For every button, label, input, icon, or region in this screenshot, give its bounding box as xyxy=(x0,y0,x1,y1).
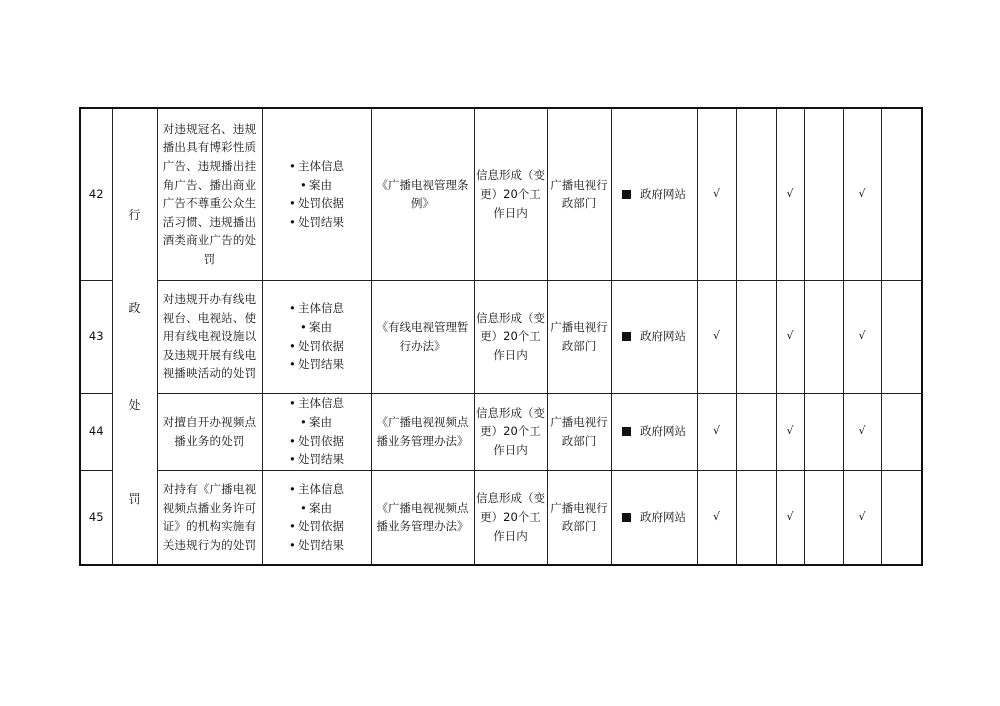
item-name: 对违规冠名、违规播出具有博彩性质广告、违规播出挂角广告、播出商业广告不尊重公众生活习惯、违规播出酒类商业广告的处罚 xyxy=(157,108,262,280)
list-item: • 处罚结果 xyxy=(289,355,344,374)
table-row xyxy=(80,280,922,393)
disclosure-table xyxy=(79,107,923,566)
channel-label: 政府网站 xyxy=(640,186,686,201)
channel-cell xyxy=(611,108,697,280)
list-item: • 处罚依据 xyxy=(289,194,344,213)
category-cell xyxy=(112,108,157,565)
table-row xyxy=(80,108,922,280)
item-name: 对持有《广播电视视频点播业务许可证》的机构实施有关违规行为的处罚 xyxy=(157,470,262,565)
department: 广播电视行政部门 xyxy=(547,393,611,470)
check-cell: √ xyxy=(776,470,804,565)
legal-basis: 《广播电视管理条例》 xyxy=(371,108,474,280)
check-cell: √ xyxy=(843,108,881,280)
check-cell: √ xyxy=(697,393,736,470)
row-number: 45 xyxy=(80,470,112,565)
check-cell: √ xyxy=(776,393,804,470)
check-cell: √ xyxy=(843,470,881,565)
black-square-icon xyxy=(622,427,631,436)
check-cell xyxy=(804,280,843,393)
list-item: • 案由 xyxy=(289,176,344,195)
row-number: 43 xyxy=(80,280,112,393)
info-list-cell xyxy=(262,280,371,393)
check-cell: √ xyxy=(697,470,736,565)
table-row xyxy=(80,470,922,565)
check-cell: √ xyxy=(843,393,881,470)
black-square-icon xyxy=(622,513,631,522)
check-cell xyxy=(804,108,843,280)
legal-basis: 《广播电视视频点播业务管理办法》 xyxy=(371,470,474,565)
legal-basis: 《有线电视管理暂行办法》 xyxy=(371,280,474,393)
bullet-icon: • xyxy=(300,500,307,515)
check-cell xyxy=(736,280,776,393)
category-char: 政 xyxy=(128,301,141,315)
list-item: • 处罚依据 xyxy=(289,337,344,356)
info-list xyxy=(289,299,344,373)
list-item: • 案由 xyxy=(289,413,344,432)
bullet-icon: • xyxy=(289,159,296,174)
department: 广播电视行政部门 xyxy=(547,280,611,393)
list-item: • 案由 xyxy=(289,318,344,337)
disclosure-time: 信息形成（变更）20个工作日内 xyxy=(474,280,547,393)
info-list xyxy=(289,394,344,468)
check-cell xyxy=(881,108,922,280)
check-cell: √ xyxy=(843,280,881,393)
channel-label: 政府网站 xyxy=(640,424,686,439)
channel-label: 政府网站 xyxy=(640,509,686,524)
black-square-icon xyxy=(622,190,631,199)
list-item: • 处罚结果 xyxy=(289,450,344,469)
channel-cell xyxy=(611,393,697,470)
category-char: 处 xyxy=(128,398,141,412)
row-number: 42 xyxy=(80,108,112,280)
info-list-cell xyxy=(262,393,371,470)
disclosure-time: 信息形成（变更）20个工作日内 xyxy=(474,108,547,280)
check-cell: √ xyxy=(776,280,804,393)
bullet-icon: • xyxy=(300,177,307,192)
bullet-icon: • xyxy=(289,482,296,497)
check-cell: √ xyxy=(697,280,736,393)
list-item: • 处罚依据 xyxy=(289,432,344,451)
bullet-icon: • xyxy=(300,414,307,429)
item-name: 对违规开办有线电视台、电视站、使用有线电视设施以及违规开展有线电视播映活动的处罚 xyxy=(157,280,262,393)
list-item: • 主体信息 xyxy=(289,480,344,499)
bullet-icon: • xyxy=(289,452,296,467)
bullet-icon: • xyxy=(289,338,296,353)
bullet-icon: • xyxy=(289,537,296,552)
item-name: 对擅自开办视频点播业务的处罚 xyxy=(157,393,262,470)
department: 广播电视行政部门 xyxy=(547,470,611,565)
check-cell: √ xyxy=(697,108,736,280)
category-char: 罚 xyxy=(128,492,141,506)
bullet-icon: • xyxy=(289,519,296,534)
department: 广播电视行政部门 xyxy=(547,108,611,280)
black-square-icon xyxy=(622,332,631,341)
list-item: • 主体信息 xyxy=(289,157,344,176)
disclosure-time: 信息形成（变更）20个工作日内 xyxy=(474,470,547,565)
list-item: • 处罚结果 xyxy=(289,213,344,232)
bullet-icon: • xyxy=(289,214,296,229)
list-item: • 处罚依据 xyxy=(289,517,344,536)
list-item: • 处罚结果 xyxy=(289,536,344,555)
check-cell xyxy=(881,393,922,470)
info-list-cell xyxy=(262,470,371,565)
check-cell xyxy=(881,280,922,393)
bullet-icon: • xyxy=(289,433,296,448)
bullet-icon: • xyxy=(300,319,307,334)
channel-label: 政府网站 xyxy=(640,329,686,344)
check-cell xyxy=(736,108,776,280)
channel-cell xyxy=(611,470,697,565)
list-item: • 主体信息 xyxy=(289,394,344,413)
legal-basis: 《广播电视视频点播业务管理办法》 xyxy=(371,393,474,470)
channel-cell xyxy=(611,280,697,393)
check-cell xyxy=(804,470,843,565)
check-cell xyxy=(881,470,922,565)
bullet-icon: • xyxy=(289,396,296,411)
bullet-icon: • xyxy=(289,357,296,372)
check-cell: √ xyxy=(776,108,804,280)
bullet-icon: • xyxy=(289,301,296,316)
list-item: • 主体信息 xyxy=(289,299,344,318)
info-list xyxy=(289,157,344,231)
check-cell xyxy=(736,393,776,470)
info-list xyxy=(289,480,344,554)
list-item: • 案由 xyxy=(289,499,344,518)
check-cell xyxy=(804,393,843,470)
category-char: 行 xyxy=(128,208,141,222)
info-list-cell xyxy=(262,108,371,280)
disclosure-time: 信息形成（变更）20个工作日内 xyxy=(474,393,547,470)
row-number: 44 xyxy=(80,393,112,470)
bullet-icon: • xyxy=(289,196,296,211)
check-cell xyxy=(736,470,776,565)
table-row xyxy=(80,393,922,470)
